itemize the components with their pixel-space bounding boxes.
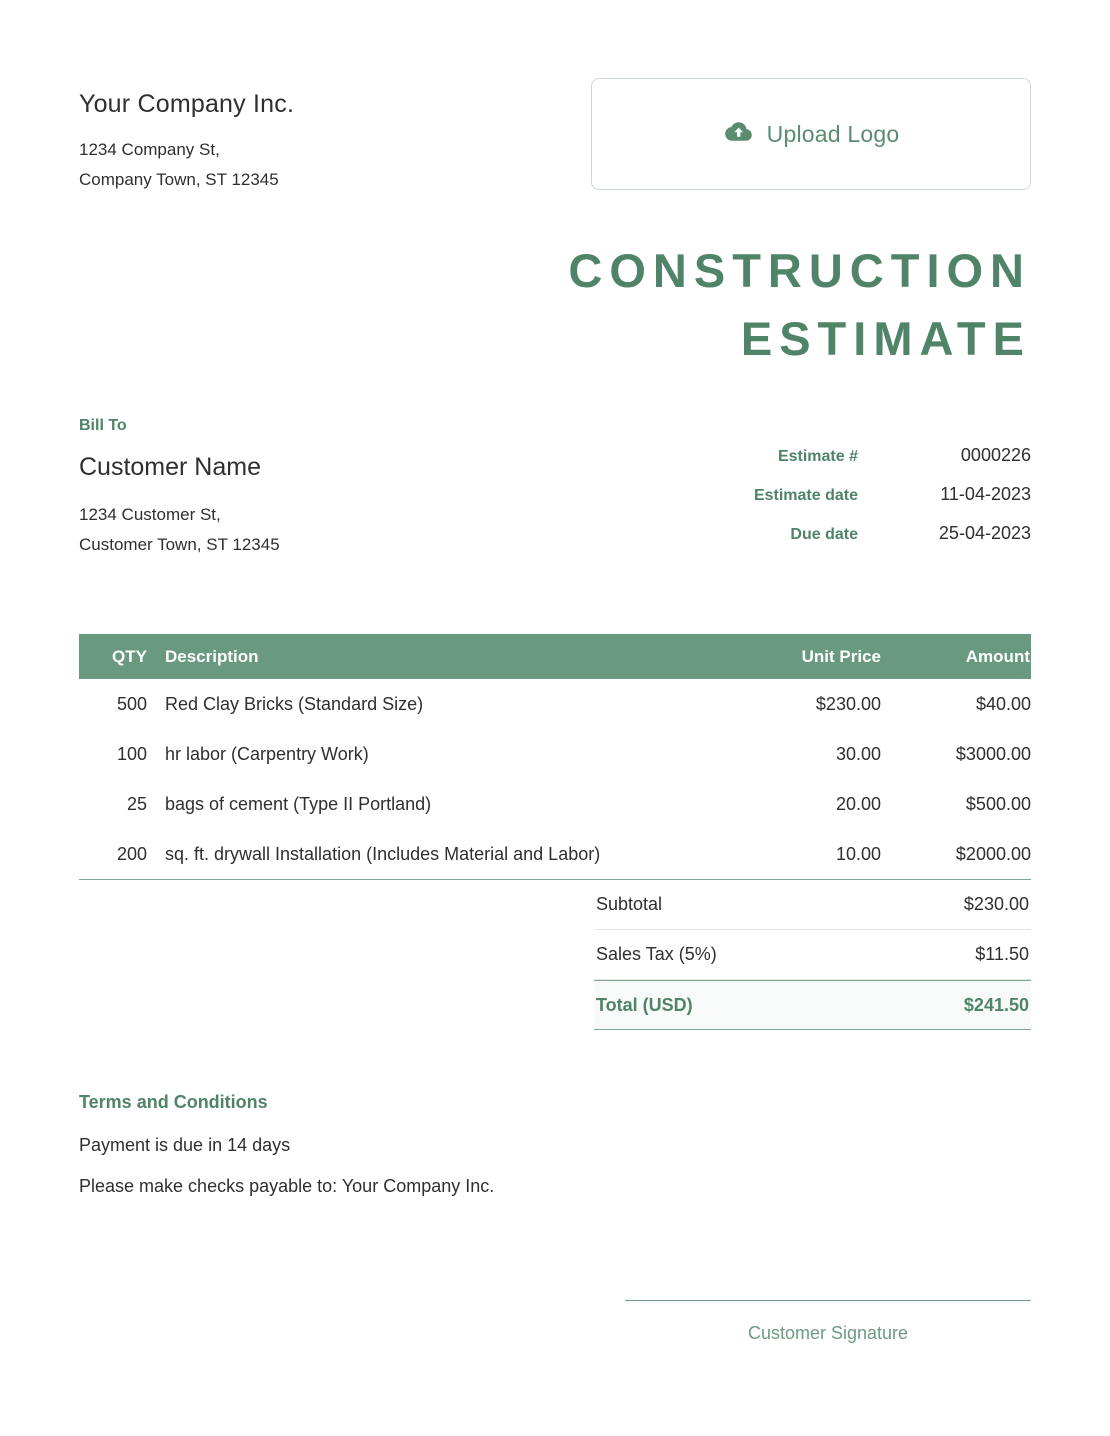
- signature-label: Customer Signature: [747, 1323, 909, 1343]
- document-header: [79, 78, 1031, 195]
- terms-line-1: Payment is due in 14 days: [79, 1135, 291, 1155]
- page-title-line1: CONSTRUCTION: [568, 244, 1031, 297]
- meta-row: [591, 523, 1031, 544]
- estimate-number-value: 0000226: [960, 445, 1031, 465]
- company-address: [79, 135, 294, 195]
- billing-section: [79, 417, 1031, 562]
- meta-row: [591, 445, 1031, 466]
- upload-logo-label: Upload Logo: [766, 120, 900, 147]
- sales-tax-value: $11.50: [975, 944, 1029, 964]
- cell-qty: 500: [116, 693, 147, 714]
- estimate-date-label: Estimate date: [753, 487, 858, 504]
- page-title-line2: ESTIMATE: [740, 312, 1031, 365]
- page-title: [79, 237, 1031, 373]
- company-name: Your Company Inc.: [79, 90, 295, 118]
- header-description: Description: [165, 646, 259, 666]
- company-info: [79, 78, 294, 195]
- subtotal-row: [594, 880, 1031, 930]
- bill-to-label: Bill To: [79, 417, 127, 434]
- header-amount: Amount: [965, 646, 1030, 666]
- cell-description: sq. ft. drywall Installation (Includes Material and Labor): [165, 843, 601, 864]
- cell-unit-price: 20.00: [835, 793, 881, 814]
- header-unit-price: Unit Price: [801, 646, 881, 666]
- table-row: [79, 729, 1031, 779]
- table-body: [79, 679, 1031, 880]
- estimate-number-label: Estimate #: [777, 448, 858, 465]
- bill-to-block: [79, 417, 280, 560]
- meta-row: [591, 484, 1031, 505]
- cell-unit-price: 30.00: [835, 743, 881, 764]
- cell-description: hr labor (Carpentry Work): [165, 743, 369, 764]
- cell-amount: $3000.00: [955, 743, 1031, 764]
- due-date-label: Due date: [790, 526, 858, 543]
- customer-name: Customer Name: [79, 453, 261, 481]
- cell-amount: $40.00: [975, 693, 1031, 714]
- cell-amount: $500.00: [965, 793, 1031, 814]
- grand-total-value: $241.50: [963, 994, 1029, 1015]
- grand-total-row: [594, 980, 1031, 1030]
- cell-amount: $2000.00: [955, 843, 1031, 864]
- cell-description: Red Clay Bricks (Standard Size): [165, 693, 424, 714]
- table-row: [79, 679, 1031, 729]
- table-header-row: [79, 634, 1031, 679]
- cell-unit-price: $230.00: [815, 693, 881, 714]
- signature-block: [625, 1300, 1031, 1344]
- estimate-date-value: 11-04-2023: [940, 484, 1031, 504]
- cloud-upload-icon: [723, 120, 753, 149]
- cell-qty: 100: [116, 743, 147, 764]
- upload-logo-button[interactable]: [591, 78, 1031, 190]
- estimate-meta: [591, 445, 1031, 562]
- customer-address: [79, 500, 280, 560]
- company-address-line1: 1234 Company St,: [79, 140, 220, 159]
- sales-tax-label: Sales Tax (5%): [596, 944, 717, 964]
- subtotal-value: $230.00: [963, 894, 1029, 914]
- due-date-value: 25-04-2023: [938, 523, 1031, 543]
- customer-address-line1: 1234 Customer St,: [79, 505, 221, 524]
- subtotal-label: Subtotal: [596, 894, 663, 914]
- cell-description: bags of cement (Type II Portland): [165, 793, 432, 814]
- cell-qty: 25: [126, 793, 147, 814]
- terms-title: Terms and Conditions: [79, 1092, 268, 1112]
- terms-section: [79, 1092, 1031, 1197]
- terms-line-2: Please make checks payable to: Your Company Inc.: [79, 1176, 495, 1196]
- totals-block: [594, 880, 1031, 1030]
- table-row: [79, 829, 1031, 879]
- grand-total-label: Total (USD): [596, 994, 693, 1015]
- company-address-line2: Company Town, ST 12345: [79, 170, 279, 189]
- cell-unit-price: 10.00: [835, 843, 881, 864]
- sales-tax-row: [594, 930, 1031, 980]
- table-row: [79, 779, 1031, 829]
- line-items-table: [79, 634, 1031, 1030]
- customer-address-line2: Customer Town, ST 12345: [79, 535, 280, 554]
- header-qty: QTY: [112, 646, 147, 666]
- cell-qty: 200: [116, 843, 147, 864]
